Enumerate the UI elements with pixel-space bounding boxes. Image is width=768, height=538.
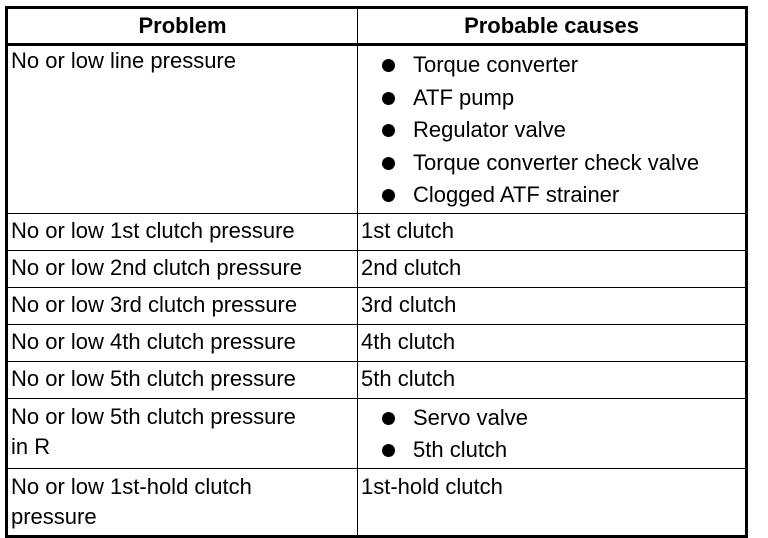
table-row xyxy=(7,213,747,250)
bullet-icon xyxy=(382,157,395,170)
cause-label: ATF pump xyxy=(413,84,515,110)
problem-cell: No or low 5th clutch pressure xyxy=(7,361,358,398)
cause-item xyxy=(379,82,743,115)
problem-line: No or low 5th clutch pressure xyxy=(11,403,296,429)
table-row xyxy=(7,250,747,287)
cause-item xyxy=(379,179,743,212)
causes-list xyxy=(361,46,743,213)
table-row xyxy=(7,324,747,361)
cause-label: 5th clutch xyxy=(413,437,508,462)
cause-label: Torque converter check valve xyxy=(413,149,700,175)
problem-cell xyxy=(7,398,358,468)
cause-cell: 2nd clutch xyxy=(358,250,747,287)
cause-label: Torque converter xyxy=(413,52,579,77)
problem-line: No or low 1st-hold clutch xyxy=(11,473,252,499)
problem-cell: No or low 1st clutch pressure xyxy=(7,213,358,250)
bullet-icon xyxy=(382,124,395,137)
cause-cell: 1st-hold clutch xyxy=(358,468,747,536)
table-header-row xyxy=(7,8,747,45)
bullet-icon xyxy=(382,189,395,202)
troubleshooting-table xyxy=(5,6,748,538)
cause-label: Clogged ATF strainer xyxy=(413,182,620,207)
table-row xyxy=(7,398,747,468)
problem-cell xyxy=(7,468,358,536)
problem-line: pressure xyxy=(11,503,97,529)
cause-item xyxy=(379,49,743,82)
cause-cell: 3rd clutch xyxy=(358,287,747,324)
cause-cell: 5th clutch xyxy=(358,361,747,398)
problem-cell: No or low 4th clutch pressure xyxy=(7,324,358,361)
bullet-icon xyxy=(382,412,395,425)
problem-line: in R xyxy=(11,433,51,459)
bullet-icon xyxy=(382,59,395,72)
problem-cell: No or low 2nd clutch pressure xyxy=(7,250,358,287)
header-probable-causes: Probable causes xyxy=(358,8,747,45)
cause-item xyxy=(379,434,743,467)
cause-cell: 4th clutch xyxy=(358,324,747,361)
causes-cell xyxy=(358,45,747,214)
table-row xyxy=(7,468,747,536)
cause-item xyxy=(379,402,743,435)
problem-cell: No or low 3rd clutch pressure xyxy=(7,287,358,324)
table-row xyxy=(7,287,747,324)
header-problem: Problem xyxy=(7,8,358,45)
cause-cell: 1st clutch xyxy=(358,213,747,250)
bullet-icon xyxy=(382,92,395,105)
cause-label: Servo valve xyxy=(413,404,528,430)
causes-list xyxy=(361,399,743,468)
cause-item xyxy=(379,114,743,147)
table-row xyxy=(7,361,747,398)
cause-item xyxy=(379,147,743,180)
problem-cell: No or low line pressure xyxy=(7,45,358,214)
causes-cell xyxy=(358,398,747,468)
bullet-icon xyxy=(382,444,395,457)
cause-label: Regulator valve xyxy=(413,117,566,142)
table-row xyxy=(7,45,747,214)
